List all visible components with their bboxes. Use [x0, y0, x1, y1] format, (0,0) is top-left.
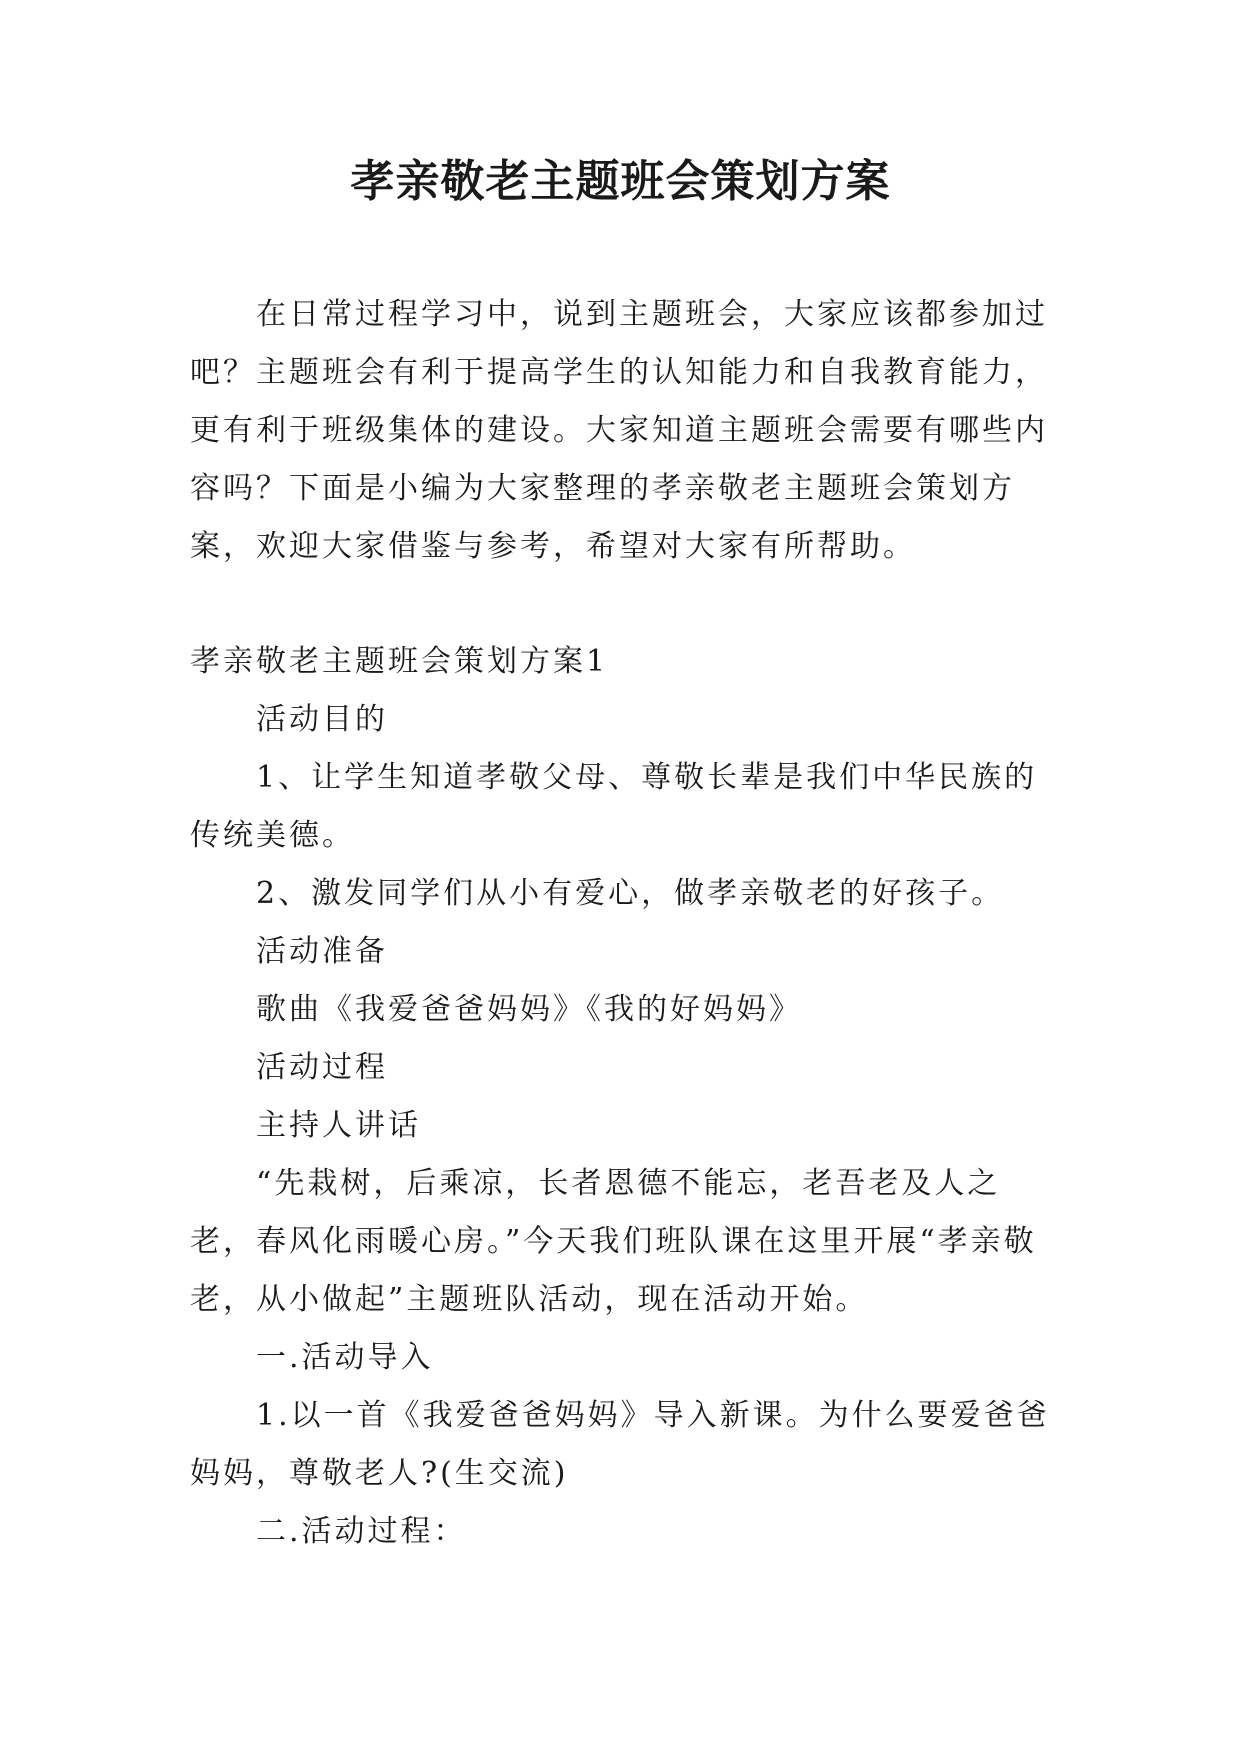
heading-activity-goal: 活动目的 [256, 702, 388, 737]
section-block [190, 633, 1060, 1561]
heading-process-part: 二.活动过程： [256, 1514, 467, 1549]
heading-activity-prep: 活动准备 [256, 934, 388, 969]
section-title: 孝亲敬老主题班会策划方案1 [190, 644, 609, 679]
intro-paragraph: 在日常过程学习中，说到主题班会，大家应该都参加过吧？主题班会有利于提高学生的认知能力和自我教育能力，更有利于班级集体的建设。大家知道主题班会需要有哪些内容吗？下面是小编为大家整理的孝亲敬老主题班会策划方案，欢迎大家借鉴与参考，希望对大家有所帮助。 [190, 297, 1048, 564]
heading-host-speech: 主持人讲话 [256, 1108, 421, 1143]
heading-activity-process: 活动过程 [256, 1050, 388, 1085]
document-title: 孝亲敬老主题班会策划方案 [350, 156, 891, 207]
prep-songs: 歌曲《我爱爸爸妈妈》《我的好妈妈》 [256, 992, 802, 1027]
intro-part-item-1: 1.以一首《我爱爸爸妈妈》导入新课。为什么要爱爸爸妈妈，尊敬老人?(生交流) [190, 1398, 1050, 1491]
goal-item-2: 2、激发同学们从小有爱心，做孝亲敬老的好孩子。 [256, 876, 1005, 911]
goal-item-1: 1、让学生知道孝敬父母、尊敬长辈是我们中华民族的传统美德。 [190, 760, 1038, 853]
heading-intro-part: 一.活动导入 [256, 1340, 434, 1375]
host-speech-paragraph: “先栽树，后乘凉，长者恩德不能忘，老吾老及人之老，春风化雨暖心房。”今天我们班队课在这里开展“孝亲敬老，从小做起”主题班队活动，现在活动开始。 [190, 1166, 1037, 1317]
intro-block [190, 286, 1060, 576]
